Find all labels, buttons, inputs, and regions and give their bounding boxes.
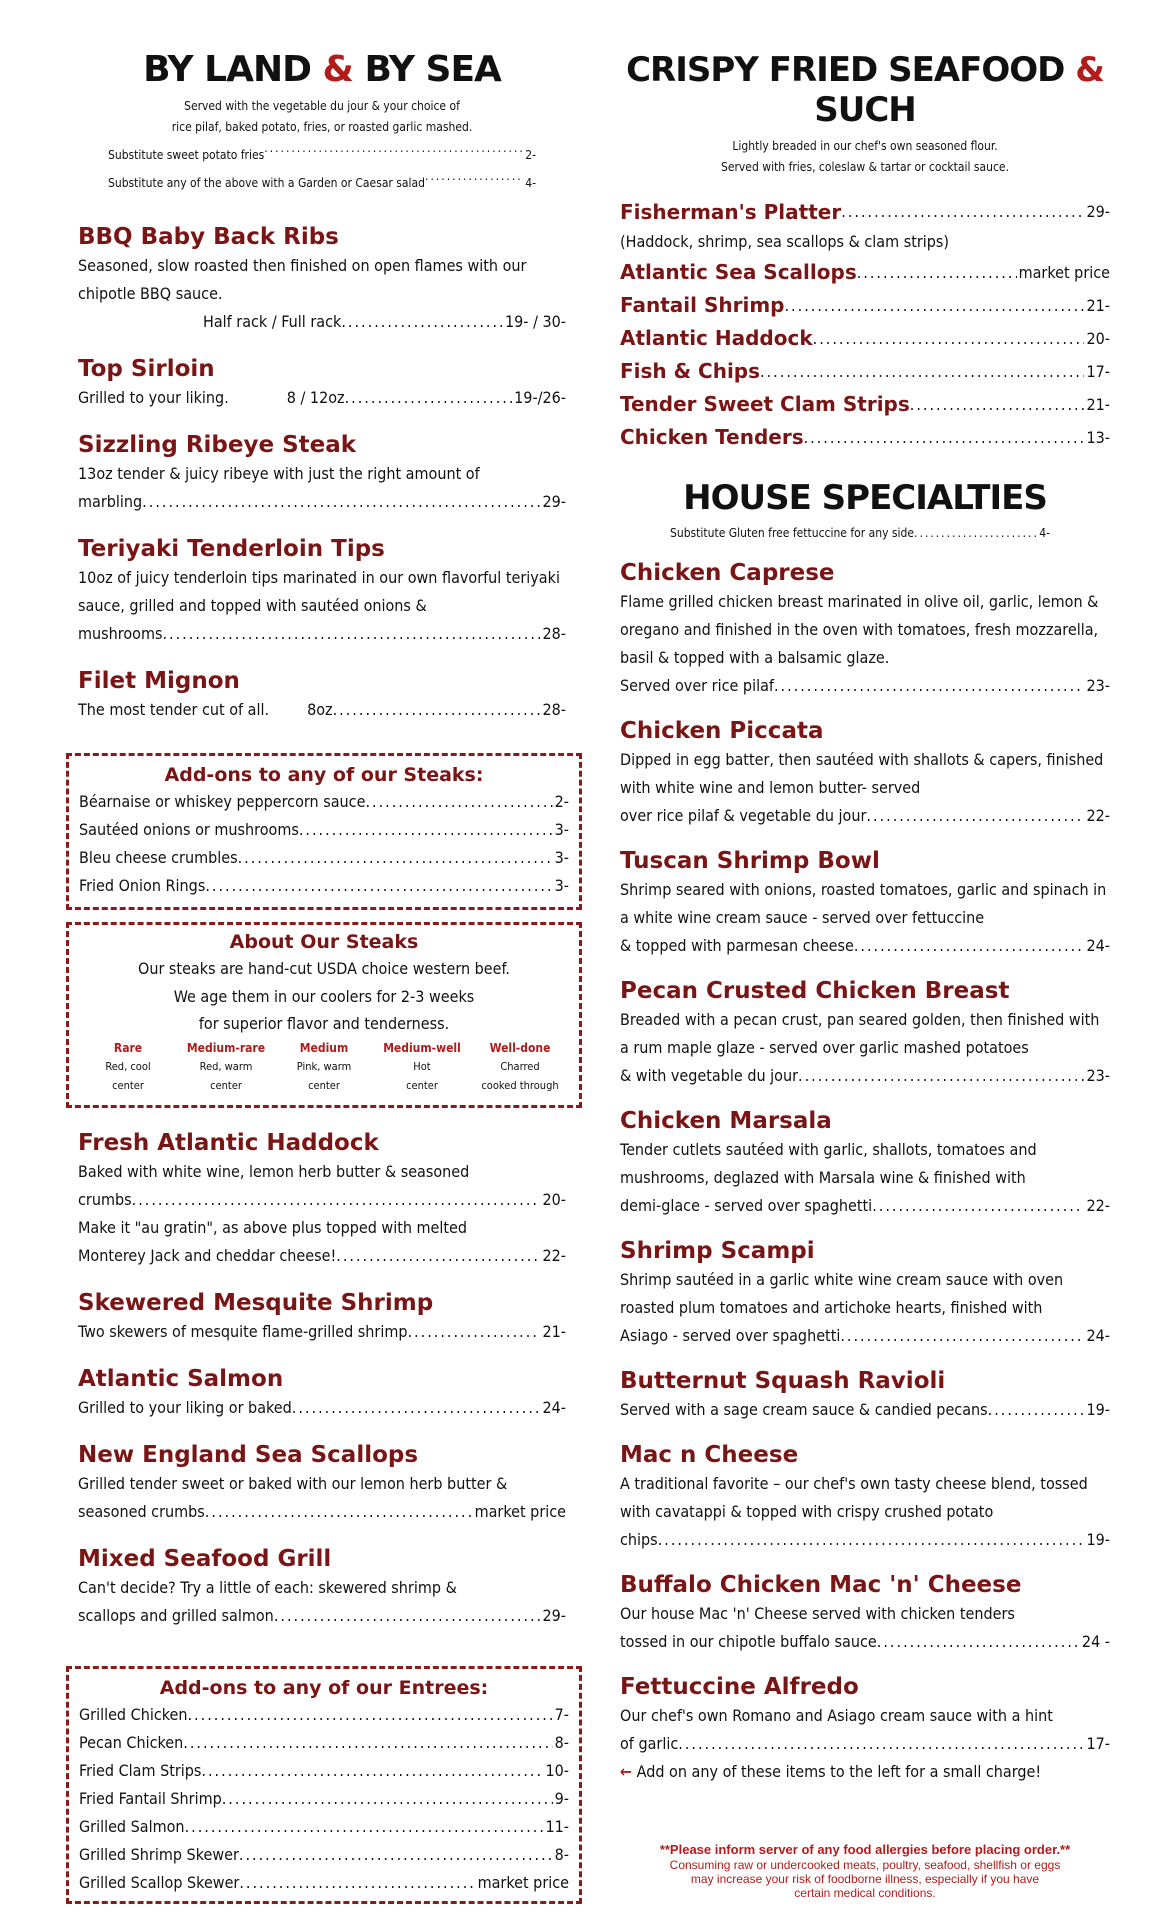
item-name: Chicken Caprese [620,560,835,586]
price-line: Two skewers of mesquite flame-grilled shrimp ..... 21- [78,1318,566,1346]
box-title: About Our Steaks [229,931,419,953]
menu-item-marsala [620,1106,1110,1220]
menu-item-mesquite [78,1288,566,1346]
right-column [620,0,1110,1786]
section-title-house-specialties: HOUSE SPECIALTIES [683,478,1047,518]
addon-line: Sautéed onions or mushrooms ..... 3- [79,816,569,844]
price-line: marbling ..... 29- [78,488,566,516]
menu-item-piccata [620,716,1110,830]
item-name: New England Sea Scallops [78,1442,419,1468]
section-subtitle: Served with fries, coleslaw & tartar or cocktail sauce. [720,160,1010,174]
left-column [78,0,566,724]
addon-line: Fried Fantail Shrimp ..... 9- [79,1785,569,1813]
allergy-line: may increase your risk of foodborne illness, especially if you have [690,1872,1040,1886]
menu-item-fish-chips: Fish & Chips ..... 17- [620,355,1110,388]
item-name: Filet Mignon [78,668,240,694]
menu-item-fantail-shrimp: Fantail Shrimp ..... 21- [620,289,1110,322]
item-name: Butternut Squash Ravioli [620,1368,946,1394]
price-line: The most tender cut of all. 8oz ..... 28- [78,696,566,724]
addon-line: Pecan Chicken ..... 8- [79,1729,569,1757]
doneness-medium-rare: Medium-rare Red, warm center [186,1041,266,1092]
doneness-medium: Medium Pink, warm center [296,1041,352,1092]
allergy-notice [620,1842,1110,1900]
price-line: chips ..... 19- [620,1526,1110,1554]
menu-item-teriyaki [78,534,566,648]
gluten-free-sub: Substitute Gluten free fettuccine for any side ..... 4- [670,522,1050,544]
menu-item-tuscan [620,846,1110,960]
price-line: crumbs ..... 20- [78,1186,566,1214]
price-line: Monterey Jack and cheddar cheese! ..... 22- [78,1242,566,1270]
item-description: Grilled tender sweet or baked with our lemon herb butter & [78,1474,508,1493]
fried-list [620,196,1110,454]
menu-item-bbq [78,222,566,336]
item-description: Shrimp sautéed in a garlic white wine cream sauce with oven roasted plum tomatoes and artichoke hearts, finished with [620,1270,1064,1317]
item-description: Make it "au gratin", as above plus topped with melted [78,1218,468,1237]
menu-item-sea-scallops: Atlantic Sea Scallops ..... market price [620,256,1110,289]
item-name: Chicken Piccata [620,718,824,744]
item-description: Can't decide? Try a little of each: skewered shrimp & [78,1578,457,1597]
menu-item-atlantic-haddock: Atlantic Haddock ..... 20- [620,322,1110,355]
menu-item-ne-scallops [78,1440,566,1526]
allergy-line: Consuming raw or undercooked meats, poultry, seafood, shellfish or eggs [669,1858,1061,1872]
about-line: Our steaks are hand-cut USDA choice western beef. [137,959,510,978]
price-line: & with vegetable du jour ..... 23- [620,1062,1110,1090]
addon-line: Grilled Chicken ..... 7- [79,1701,569,1729]
item-description: Flame grilled chicken breast marinated in olive oil, garlic, lemon & oregano and finished in the oven with tomatoes, fresh mozzarella, basil & topped with a balsamic glaze. [620,592,1099,667]
steak-addons-box [66,753,582,910]
item-name: Buffalo Chicken Mac 'n' Cheese [620,1572,1022,1598]
item-name: Shrimp Scampi [620,1238,815,1264]
addon-line: Fried Onion Rings ..... 3- [79,872,569,900]
menu-item-alfredo [620,1672,1110,1786]
section-subtitle: Lightly breaded in our chef's own seasoned flour. [732,139,998,153]
item-description: Baked with white wine, lemon herb butter & seasoned [78,1162,470,1181]
left-lower [78,1128,566,1630]
item-name: Top Sirloin [78,356,215,382]
menu-item-ribeye [78,430,566,516]
about-line: We age them in our coolers for 2-3 weeks [173,987,475,1006]
item-description: (Haddock, shrimp, sea scallops & clam strips) [620,232,950,251]
addon-note: ← Add on any of these items to the left for a small charge! [620,1762,1042,1781]
item-description: 10oz of juicy tenderloin tips marinated in our own flavorful teriyaki sauce, grilled and topped with sautéed onions & [78,568,560,615]
item-name: Teriyaki Tenderloin Tips [78,536,385,562]
item-name: Fettuccine Alfredo [620,1674,859,1700]
menu-item-salmon [78,1364,566,1422]
menu-item-scampi [620,1236,1110,1350]
price-line: Half rack / Full rack ..... 19- / 30- [78,308,566,336]
item-description: Dipped in egg batter, then sautéed with shallots & capers, finished with white wine and lemon butter- served [620,750,1104,797]
allergy-line: certain medical conditions. [794,1886,936,1900]
doneness-well-done: Well-done Charred cooked through [481,1041,559,1092]
item-description: Our house Mac 'n' Cheese served with chicken tenders [620,1604,1015,1623]
entree-addons-box [66,1666,582,1904]
price-line: & topped with parmesan cheese ..... 24- [620,932,1110,960]
menu-item-ravioli [620,1366,1110,1424]
menu-item-filet [78,666,566,724]
addon-line: Béarnaise or whiskey peppercorn sauce ..... 2- [79,788,569,816]
item-description: Our chef's own Romano and Asiago cream sauce with a hint [620,1706,1053,1725]
menu-item-pecan [620,976,1110,1090]
price-line: mushrooms ..... 28- [78,620,566,648]
substitute-salad: Substitute any of the above with a Garden or Caesar salad ..... 4- [108,166,536,194]
item-name: BBQ Baby Back Ribs [78,224,339,250]
price-line: scallops and grilled salmon ..... 29- [78,1602,566,1630]
price-line: Asiago - served over spaghetti ..... 24- [620,1322,1110,1350]
menu-item-buffalo-mac [620,1570,1110,1656]
section-title-fried-seafood: CRISPY FRIED SEAFOOD & SUCH [626,50,1104,130]
addon-line: Bleu cheese crumbles ..... 3- [79,844,569,872]
item-name: Tuscan Shrimp Bowl [620,848,880,874]
addon-line: Grilled Shrimp Skewer ..... 8- [79,1841,569,1869]
item-name: Mixed Seafood Grill [78,1546,332,1572]
item-description: A traditional favorite – our chef's own tasty cheese blend, tossed with cavatappi & topped with crispy crushed potato [620,1474,1088,1521]
doneness-rare: Rare Red, cool center [105,1041,151,1092]
addon-line: Fried Clam Strips ..... 10- [79,1757,569,1785]
item-name: Pecan Crusted Chicken Breast [620,978,1010,1004]
arrow-left-icon: ← [620,1762,633,1781]
price-line: over rice pilaf & vegetable du jour ..... 22- [620,802,1110,830]
item-name: Skewered Mesquite Shrimp [78,1290,434,1316]
item-name: Atlantic Salmon [78,1366,284,1392]
addon-line: Grilled Salmon ..... 11- [79,1813,569,1841]
section-subtitle: Served with the vegetable du jour & your choice of [184,99,460,113]
price-line: Grilled to your liking. 8 / 12oz ..... 19-/26- [78,384,566,412]
menu-item-mac-cheese [620,1440,1110,1554]
item-description: Tender cutlets sautéed with garlic, shallots, tomatoes and mushrooms, deglazed with Marsala wine & finished with [620,1140,1037,1187]
menu-item-caprese [620,558,1110,700]
item-description: Seasoned, slow roasted then finished on open flames with our chipotle BBQ sauce. [78,256,527,303]
price-line: seasoned crumbs ..... market price [78,1498,566,1526]
box-title: Add-ons to any of our Steaks: [164,764,484,786]
doneness-grid [79,1039,569,1095]
item-description: Shrimp seared with onions, roasted tomatoes, garlic and spinach in a white wine cream sauce - served over fettuccine [620,880,1107,927]
item-name: Mac n Cheese [620,1442,799,1468]
item-name: Chicken Marsala [620,1108,832,1134]
menu-item-haddock [78,1128,566,1270]
price-line: tossed in our chipotle buffalo sauce ..... 24 - [620,1628,1110,1656]
substitute-fries: Substitute sweet potato fries ..... 2- [108,138,536,166]
menu-item-fisherman: Fisherman's Platter ..... 29- [620,196,1110,228]
section-title-land-sea: BY LAND & BY SEA [143,49,501,90]
about-steaks-box [66,922,582,1108]
addon-line: Grilled Scallop Skewer ..... market price [79,1869,569,1897]
item-name: Fresh Atlantic Haddock [78,1130,379,1156]
box-title: Add-ons to any of our Entrees: [159,1677,489,1699]
price-line: Grilled to your liking or baked ..... 24- [78,1394,566,1422]
menu-item-chicken-tenders: Chicken Tenders ..... 13- [620,421,1110,454]
price-line: Served with a sage cream sauce & candied pecans ..... 19- [620,1396,1110,1424]
item-name: Sizzling Ribeye Steak [78,432,357,458]
menu-item-clam-strips: Tender Sweet Clam Strips ..... 21- [620,388,1110,421]
section-subtitle: rice pilaf, baked potato, fries, or roasted garlic mashed. [171,120,473,134]
menu-item-mixed-grill [78,1544,566,1630]
doneness-medium-well: Medium-well Hot center [383,1041,461,1092]
price-line: demi-glace - served over spaghetti ..... 22- [620,1192,1110,1220]
price-line: of garlic ..... 17- [620,1730,1110,1758]
item-description: Breaded with a pecan crust, pan seared golden, then finished with a rum maple glaze - served over garlic mashed potatoes [620,1010,1100,1057]
price-line: Served over rice pilaf ..... 23- [620,672,1110,700]
menu-item-sirloin [78,354,566,412]
allergy-title: **Please inform server of any food allergies before placing order.** [659,1842,1071,1857]
item-description: 13oz tender & juicy ribeye with just the right amount of [78,464,480,483]
about-line: for superior flavor and tenderness. [198,1014,450,1033]
